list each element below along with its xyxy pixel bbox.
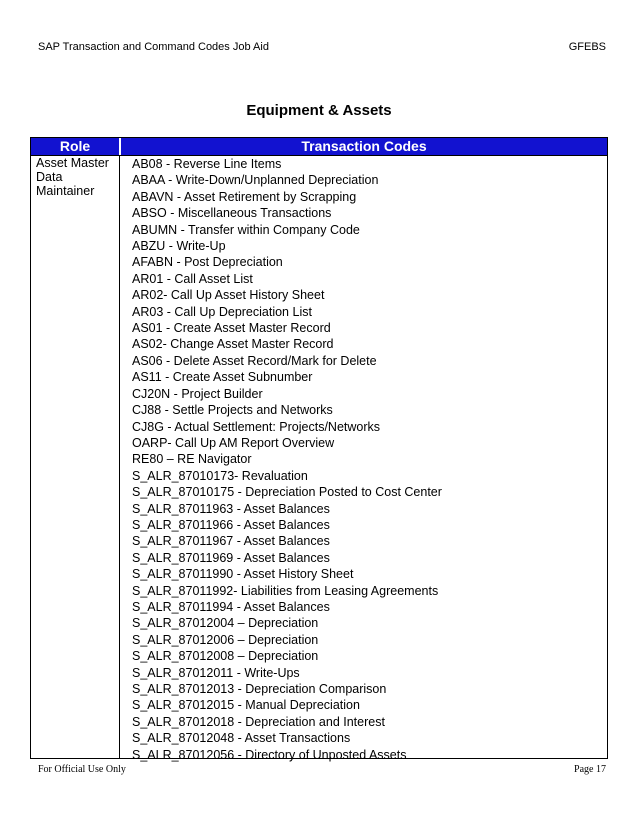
- transaction-code-item: AR03 - Call Up Depreciation List: [132, 304, 312, 319]
- column-header-codes: Transaction Codes: [301, 138, 427, 154]
- transaction-code-item: AB08 - Reverse Line Items: [132, 157, 282, 171]
- header-doc-title: SAP Transaction and Command Codes Job Aid: [38, 41, 269, 53]
- transaction-code-item: ABAVN - Asset Retirement by Scrapping: [132, 189, 357, 204]
- transaction-code-item: S_ALR_87011992- Liabilities from Leasing Agreements: [132, 583, 439, 598]
- transaction-code-item: S_ALR_87012006 – Depreciation: [132, 632, 319, 647]
- transaction-code-item: S_ALR_87011994 - Asset Balances: [132, 599, 330, 614]
- transaction-code-item: S_ALR_87012015 - Manual Depreciation: [132, 698, 360, 713]
- transaction-code-item: S_ALR_87010175 - Depreciation Posted to Cost Center: [132, 485, 442, 500]
- column-divider: [119, 155, 120, 758]
- transaction-code-item: S_ALR_87011969 - Asset Balances: [132, 550, 330, 565]
- transaction-code-item: ABUMN - Transfer within Company Code: [132, 222, 360, 237]
- transaction-code-item: S_ALR_87012008 – Depreciation: [132, 649, 319, 664]
- transaction-code-item: S_ALR_87011963 - Asset Balances: [132, 501, 330, 516]
- role-cell: Asset Master Data Maintainer: [36, 156, 109, 198]
- transaction-code-item: ABSO - Miscellaneous Transactions: [132, 206, 332, 221]
- transaction-code-item: CJ20N - Project Builder: [132, 386, 263, 401]
- transaction-code-item: AS02- Change Asset Master Record: [132, 337, 334, 352]
- column-header-role: Role: [59, 138, 91, 154]
- transaction-code-item: S_ALR_87012013 - Depreciation Comparison: [132, 682, 387, 696]
- transaction-code-item: S_ALR_87010173- Revaluation: [132, 468, 308, 483]
- page-footer: [38, 764, 606, 778]
- transaction-code-item: AFABN - Post Depreciation: [132, 255, 283, 270]
- transaction-code-item: AR02- Call Up Asset History Sheet: [132, 288, 325, 303]
- transaction-code-item: S_ALR_87012056 - Directory of Unposted Assets: [132, 747, 407, 762]
- table-header-row: [31, 138, 607, 156]
- transaction-code-item: S_ALR_87012048 - Asset Transactions: [132, 731, 351, 746]
- page-header: [38, 41, 606, 55]
- transaction-code-item: S_ALR_87012011 - Write-Ups: [132, 665, 300, 680]
- transaction-code-item: CJ88 - Settle Projects and Networks: [132, 403, 333, 418]
- footer-classification: For Official Use Only: [38, 764, 126, 775]
- section-title: Equipment & Assets: [246, 102, 392, 119]
- transaction-code-item: OARP- Call Up AM Report Overview: [132, 435, 335, 450]
- transaction-code-item: S_ALR_87011967 - Asset Balances: [132, 534, 330, 549]
- transaction-code-item: CJ8G - Actual Settlement: Projects/Networks: [132, 419, 381, 434]
- transaction-code-item: S_ALR_87012004 – Depreciation: [132, 616, 319, 631]
- codes-cell: [132, 156, 603, 763]
- transaction-code-item: S_ALR_87012018 - Depreciation and Interest: [132, 714, 385, 729]
- header-org: GFEBS: [568, 41, 606, 53]
- footer-page-number: Page 17: [574, 764, 606, 775]
- transaction-code-item: RE80 – RE Navigator: [132, 452, 252, 467]
- transaction-code-item: AS11 - Create Asset Subnumber: [132, 370, 313, 385]
- transaction-code-item: S_ALR_87011966 - Asset Balances: [132, 517, 330, 532]
- transaction-codes-table: [30, 137, 608, 762]
- transaction-code-item: AS01 - Create Asset Master Record: [132, 321, 331, 336]
- transaction-code-item: AS06 - Delete Asset Record/Mark for Delete: [132, 353, 377, 368]
- transaction-code-item: S_ALR_87011990 - Asset History Sheet: [132, 567, 354, 582]
- transaction-code-item: ABZU - Write-Up: [132, 239, 226, 254]
- transaction-code-item: ABAA - Write-Down/Unplanned Depreciation: [132, 173, 379, 188]
- transaction-code-item: AR01 - Call Asset List: [132, 271, 253, 286]
